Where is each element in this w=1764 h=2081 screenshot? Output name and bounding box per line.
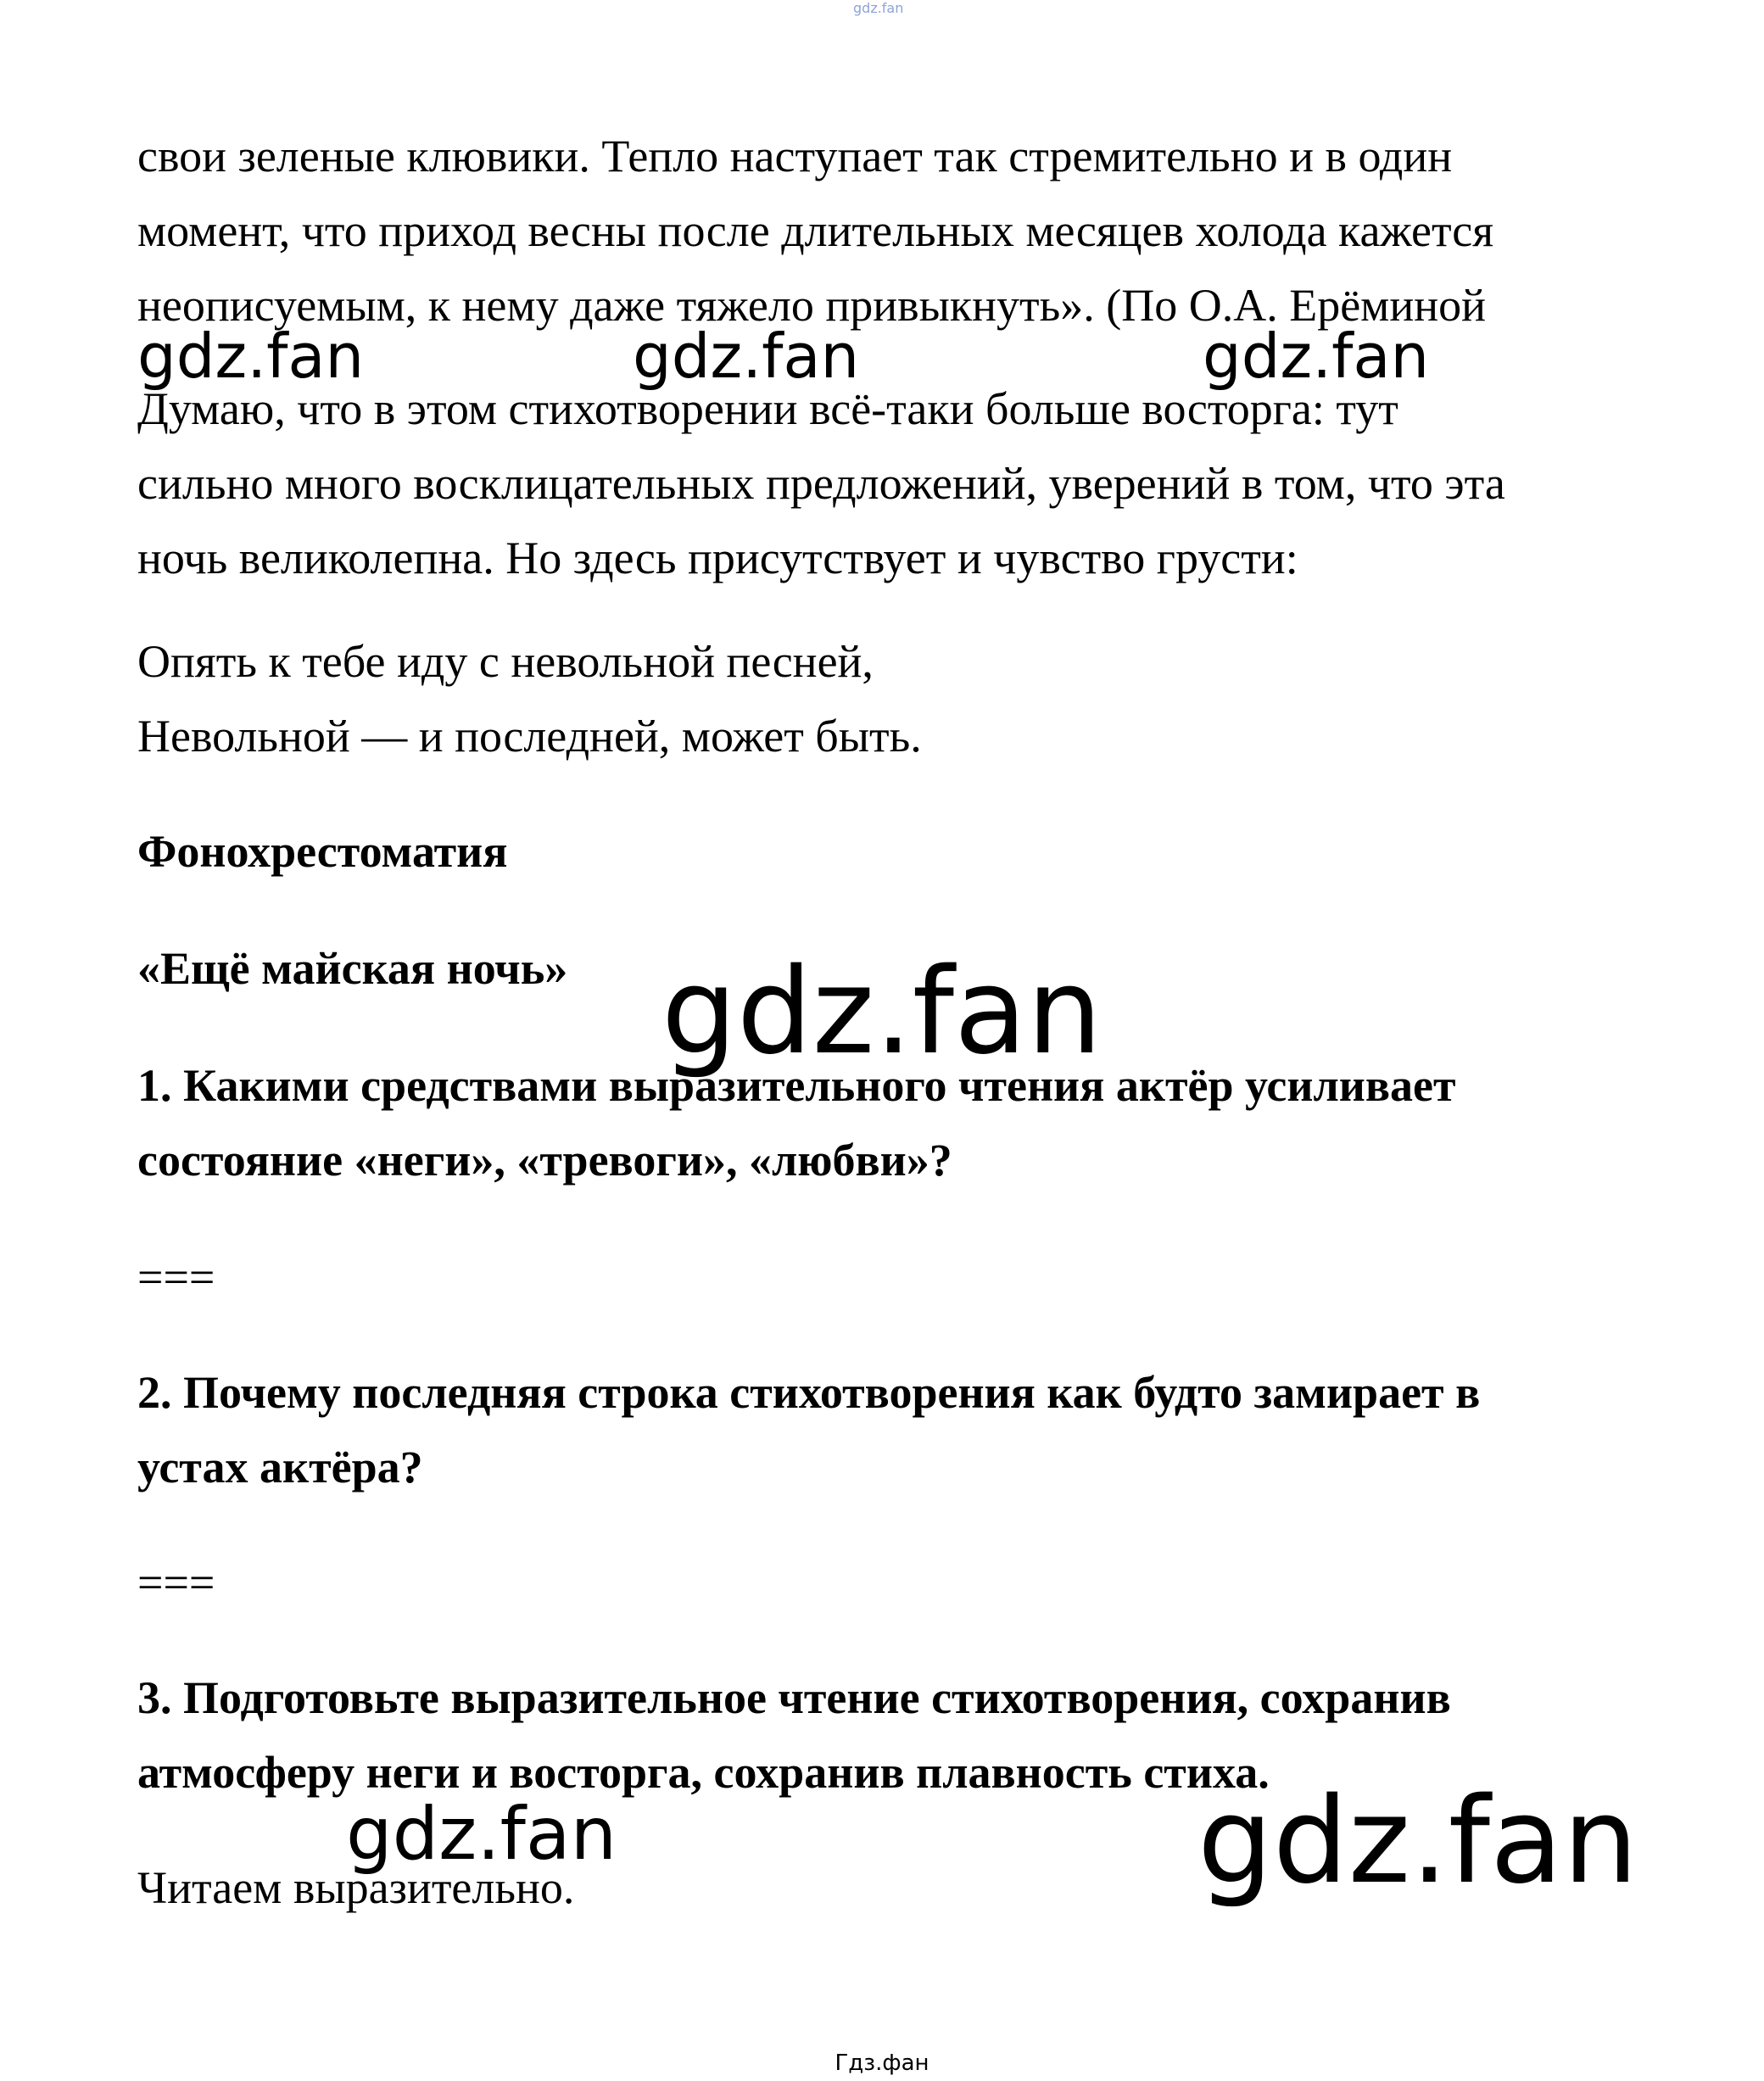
separator-2: === (137, 1557, 215, 1608)
watermark-2: gdz.fan (633, 321, 860, 392)
watermark-3: gdz.fan (1203, 321, 1430, 392)
paragraph-1-line-3: неописуемым, к нему даже тяжело привыкнуть». (По О.А. Ерёминой (137, 280, 1487, 331)
paragraph-2-line-3: ночь великолепна. Но здесь присутствует и чувство грусти: (137, 533, 1298, 583)
page-footer: Гдз.фан (835, 2050, 929, 2076)
watermark-1: gdz.fan (137, 321, 365, 392)
answer-3: Читаем выразительно. (137, 1862, 575, 1913)
watermark-6: gdz.fan (1197, 1772, 1638, 1911)
header-watermark: gdz.fan (853, 0, 904, 16)
section-title: Фонохрестоматия (137, 826, 508, 877)
question-3-line-2: атмосферу неги и восторга, сохранив плавность стиха. (137, 1747, 1270, 1798)
quote-line-2: Невольной — и последней, может быть. (137, 711, 922, 762)
paragraph-2-line-1: Думаю, что в этом стихотворении всё-таки больше восторга: тут (137, 383, 1398, 434)
watermark-4: gdz.fan (662, 943, 1102, 1081)
question-1-line-2: состояние «неги», «тревоги», «любви»? (137, 1135, 952, 1186)
question-2-line-2: устах актёра? (137, 1442, 423, 1492)
question-3-line-1: 3. Подготовьте выразительное чтение стихотворения, сохранив (137, 1672, 1451, 1723)
quote-line-1: Опять к тебе иду с невольной песней, (137, 636, 874, 687)
watermark-5: gdz.fan (346, 1792, 617, 1877)
poem-title: «Ещё майская ночь» (137, 943, 568, 994)
paragraph-2-line-2: сильно много восклицательных предложений, уверений в том, что эта (137, 458, 1505, 509)
paragraph-1-line-1: свои зеленые клювики. Тепло наступает так стремительно и в один (137, 131, 1453, 181)
question-2-line-1: 2. Почему последняя строка стихотворения как будто замирает в (137, 1367, 1481, 1418)
paragraph-1-line-2: момент, что приход весны после длительных месяцев холода кажется (137, 205, 1494, 256)
separator-1: === (137, 1252, 215, 1303)
question-1-line-1: 1. Какими средствами выразительного чтения актёр усиливает (137, 1060, 1456, 1111)
